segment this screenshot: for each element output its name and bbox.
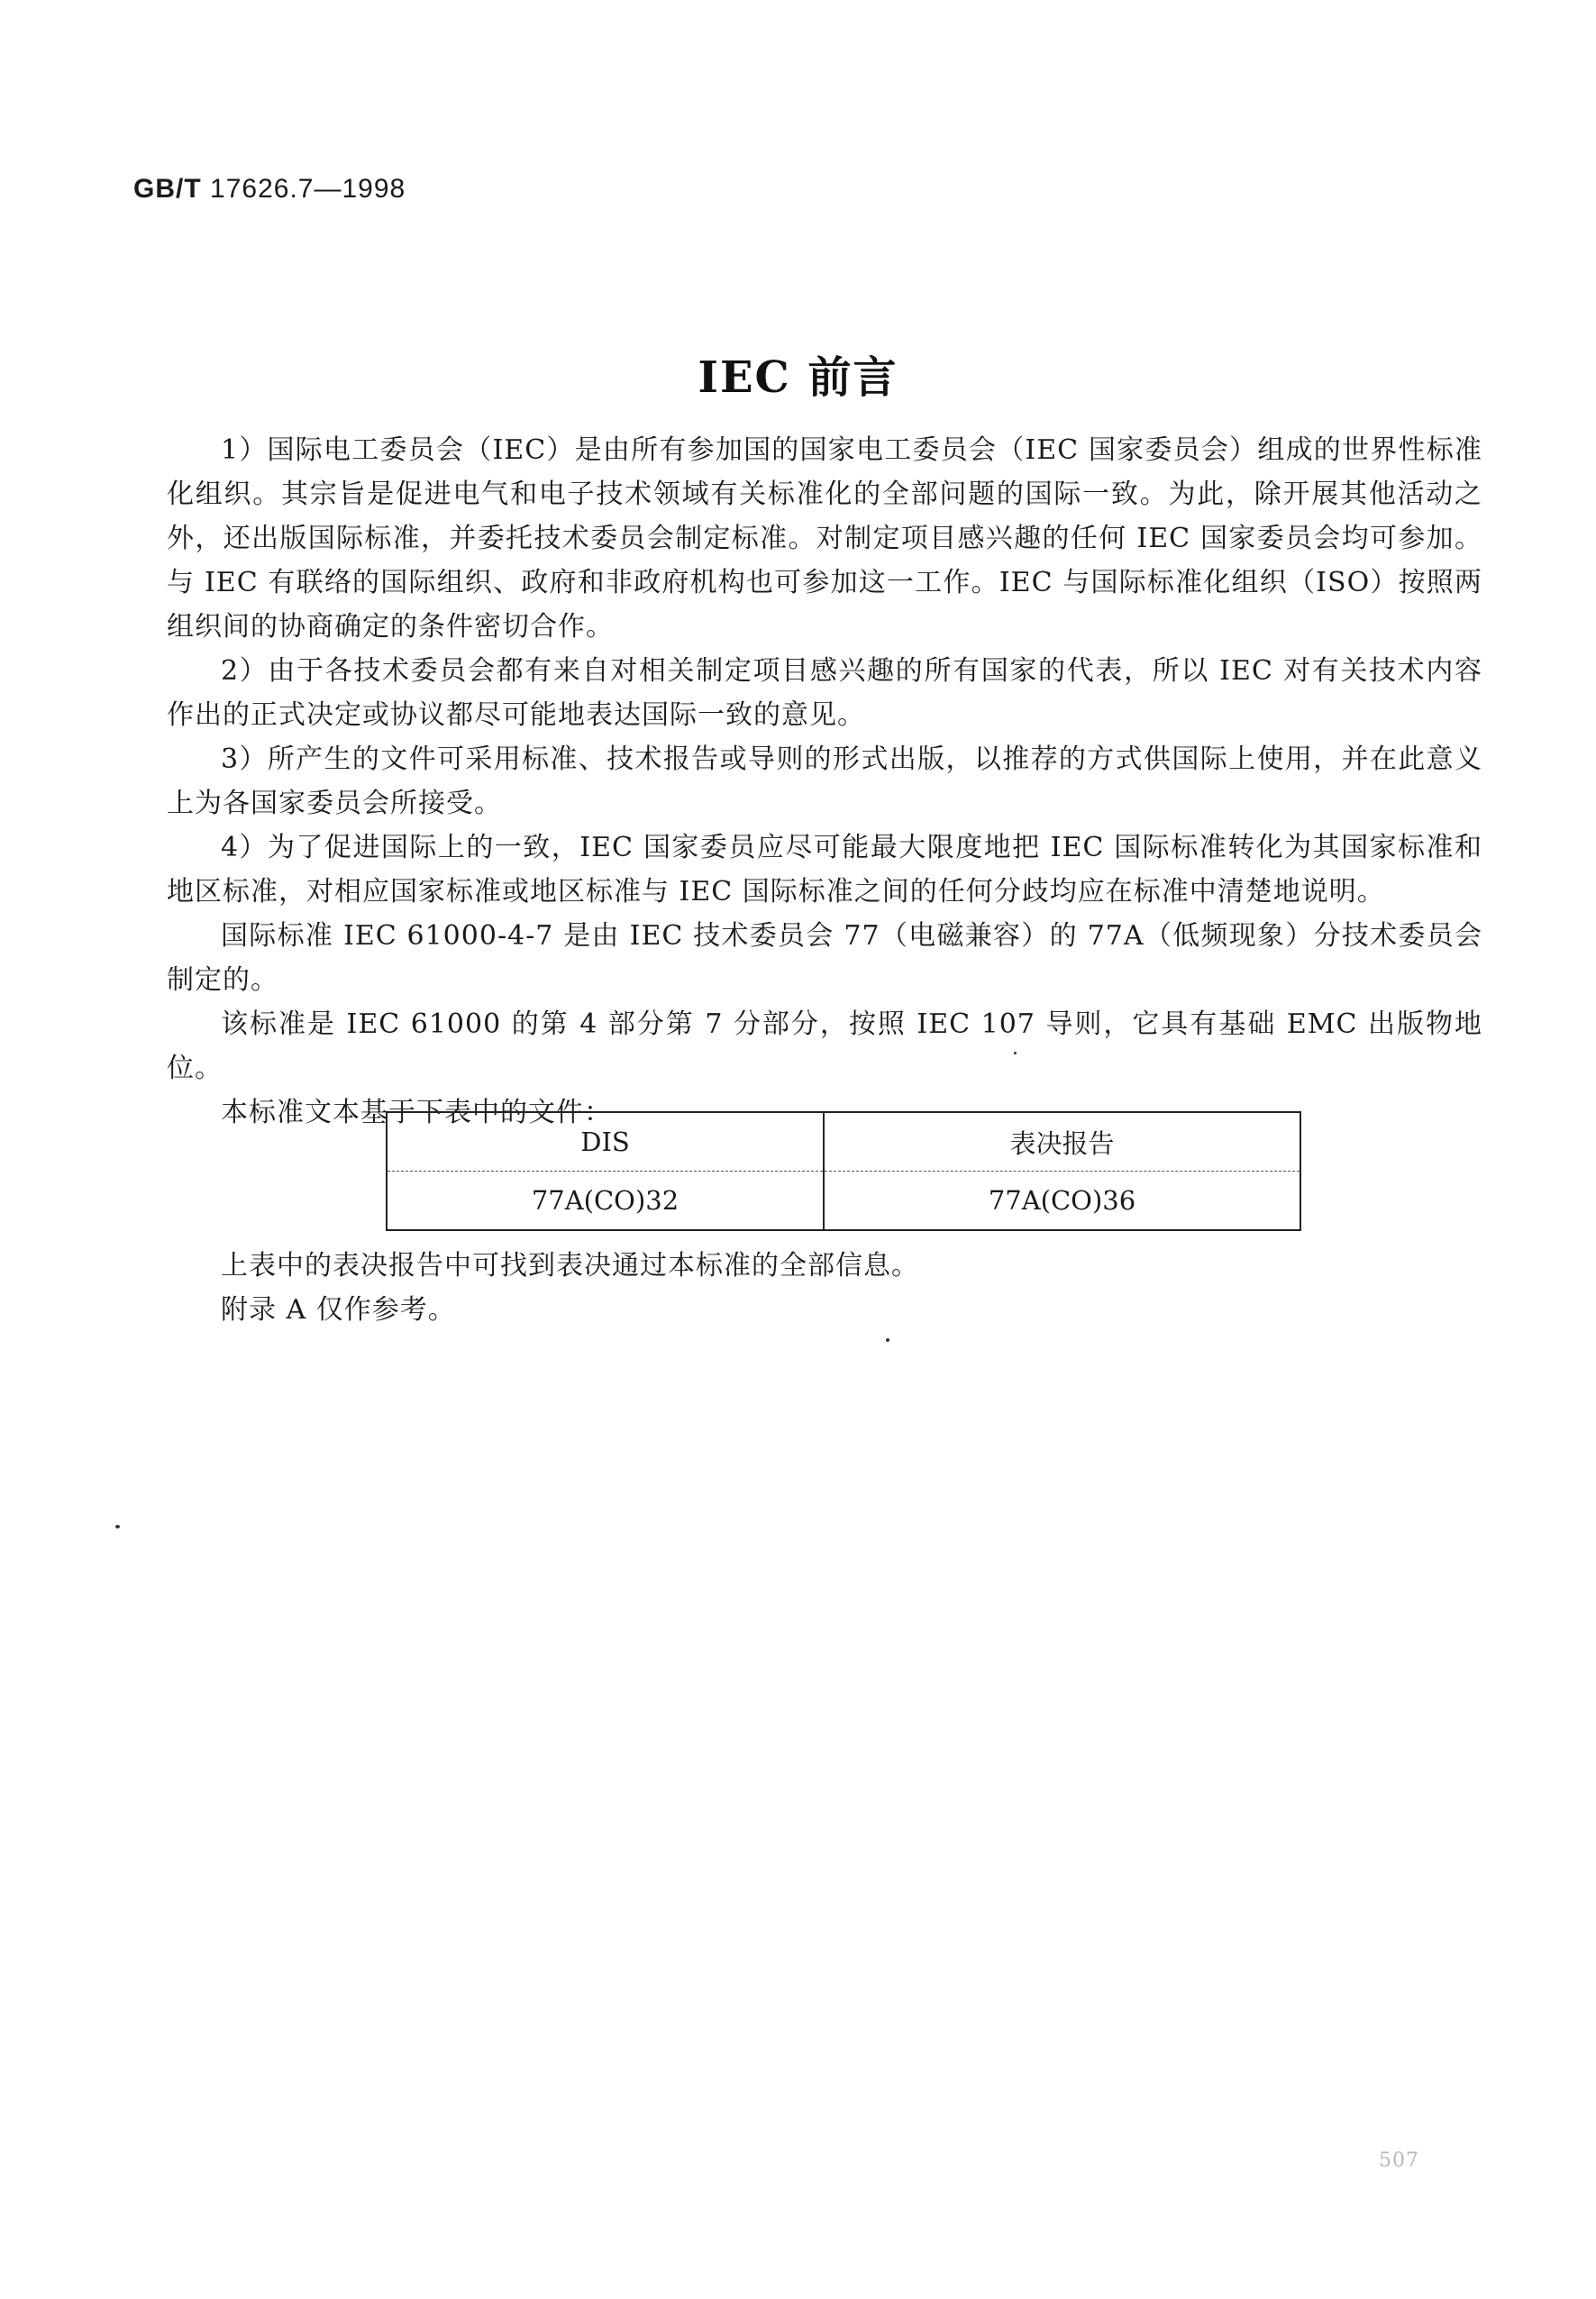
table-cell-dis: 77A(CO)32 [387, 1172, 824, 1231]
post-table-notes [221, 1244, 1482, 1332]
scan-speck [886, 1338, 889, 1342]
page-header [133, 174, 406, 205]
note-vote-info: 上表中的表决报告中可找到表决通过本标准的全部信息。 [221, 1250, 919, 1282]
table-cell-vote-report: 77A(CO)36 [824, 1172, 1300, 1231]
documents-table [386, 1111, 1301, 1231]
standard-code: GB/T [133, 174, 202, 204]
table-header-row [387, 1112, 1300, 1172]
paragraph-5: 国际标准 IEC 61000-4-7 是由 IEC 技术委员会 77（电磁兼容）的 77A（低频现象）分技术委员会制定的。 [167, 920, 1482, 996]
paragraph-3: 3）所产生的文件可采用标准、技术报告或导则的形式出版，以推荐的方式供国际上使用，并在此意义上为各国家委员会所接受。 [167, 744, 1482, 819]
standard-number: 17626.7—1998 [210, 174, 406, 204]
scan-speck [1014, 1052, 1017, 1054]
paragraph-4: 4）为了促进国际上的一致，IEC 国家委员应尽可能最大限度地把 IEC 国际标准转化为其国家标准和地区标准，对相应国家标准或地区标准与 IEC 国际标准之间的任何分歧均应在标准中清楚地说明。 [167, 832, 1482, 908]
paragraph-1: 1）国际电工委员会（IEC）是由所有参加国的国家电工委员会（IEC 国家委员会）组成的世界性标准化组织。其宗旨是促进电气和电子技术领域有关标准化的全部问题的国际一致。为此，除开展其他活动之外，还出版国际标准，并委托技术委员会制定标准。对制定项目感兴趣的任何 IEC 国家委员会均可参加。与 IEC 有联络的国际组织、政府和非政府机构也可参加这一工作。IEC 与国际标准化组织（ISO）按照两组织间的协商确定的条件密切合作。 [167, 434, 1482, 643]
note-annex: 附录 A 仅作参考。 [221, 1294, 456, 1326]
table-header-vote-report: 表决报告 [824, 1112, 1300, 1172]
paragraph-2: 2）由于各技术委员会都有来自对相关制定项目感兴趣的所有国家的代表，所以 IEC 对有关技术内容作出的正式决定或协议都尽可能地表达国际一致的意见。 [167, 655, 1482, 731]
paragraph-6: 该标准是 IEC 61000 的第 4 部分第 7 分部分，按照 IEC 107 导则，它具有基础 EMC 出版物地位。 [167, 1008, 1482, 1084]
paragraph-7: 本标准文本基于下表中的文件： [221, 1097, 612, 1128]
table-header-dis: DIS [387, 1112, 824, 1172]
scan-speck [115, 1525, 120, 1528]
page-title: IEC 前言 [698, 352, 898, 403]
page-number: 507 [1379, 2149, 1419, 2172]
table-row [387, 1172, 1300, 1231]
foreword-body [167, 428, 1482, 1135]
